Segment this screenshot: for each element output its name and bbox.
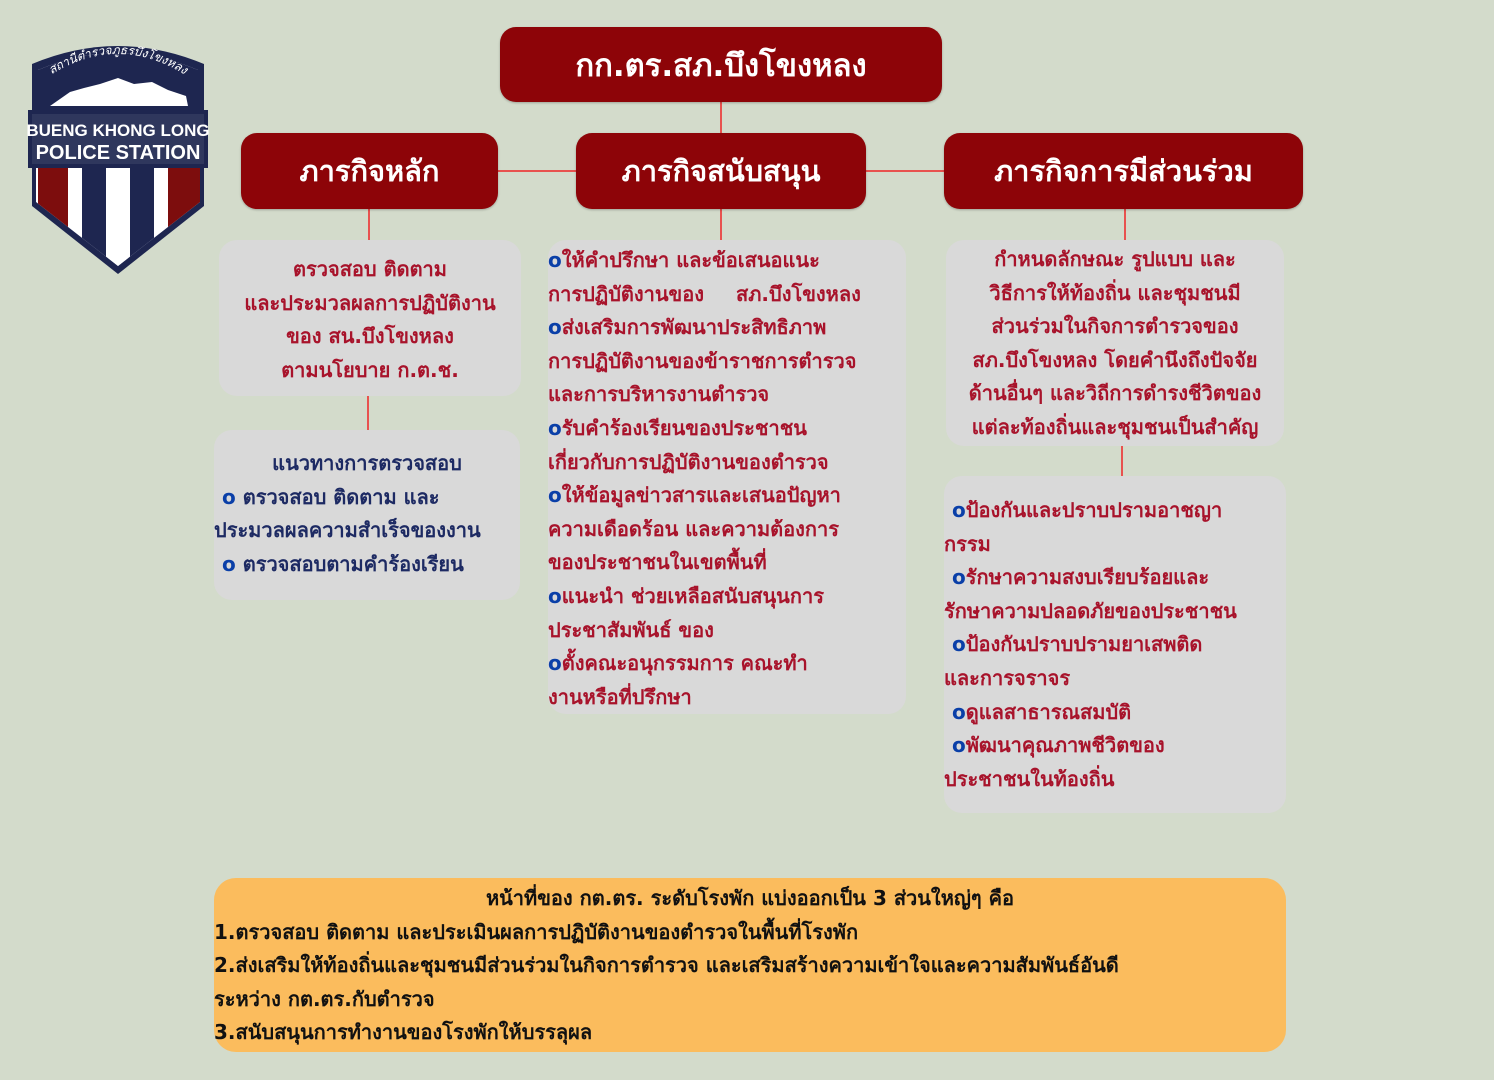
branch-participation-mission <box>944 133 1303 209</box>
connector-participation-to-box1 <box>1124 209 1126 240</box>
support-item-cont: ประชาสัมพันธ์ ของ <box>548 617 714 642</box>
bullet-icon: o <box>952 699 966 724</box>
logo-line1: BUENG KHONG LONG <box>26 121 210 140</box>
participation-activities-box <box>944 476 1286 813</box>
inspection-guidelines-item <box>214 548 520 582</box>
bullet-icon: o <box>548 583 562 608</box>
logo-line2: POLICE STATION <box>35 142 201 164</box>
bullet-icon: o <box>548 315 562 340</box>
item-text: รักษาความสงบเรียบร้อยและ <box>965 565 1210 590</box>
connector-main-box1-to-box2 <box>367 396 369 430</box>
main-mission-box <box>219 240 521 396</box>
item-text: ให้ข้อมูลข่าวสารและเสนอปัญหา <box>561 483 841 508</box>
participation-item-cont: ประชาชนในท้องถิ่น <box>944 766 1115 791</box>
participation-line: สภ.บึงโขงหลง โดยคำนึงถึงปัจจัย <box>972 347 1258 372</box>
item-text: ตรวจสอบ ติดตาม และ <box>242 484 440 509</box>
support-item-cont: การปฏิบัติงานของข้าราชการตำรวจ <box>548 348 857 373</box>
participation-item-cont: รักษาความปลอดภัยของประชาชน <box>944 598 1237 623</box>
title-text: กก.ตร.สภ.บึงโขงหลง <box>575 47 867 84</box>
item-text: พัฒนาคุณภาพชีวิตของ <box>965 733 1165 758</box>
bullet-icon: o <box>952 498 966 522</box>
support-mission-box <box>548 240 906 714</box>
bullet-icon: o <box>548 248 562 272</box>
participation-line: กำหนดลักษณะ รูปแบบ และ <box>994 247 1236 271</box>
connector-main-to-box1 <box>368 209 370 240</box>
item-text: ตรวจสอบตามคำร้องเรียน <box>242 551 464 576</box>
participation-item <box>944 561 1286 595</box>
support-item-cont: และการบริหารงานตำรวจ <box>548 382 770 407</box>
summary-heading: หน้าที่ของ กต.ตร. ระดับโรงพัก แบ่งออกเป็น 3 ส่วนใหญ่ๆ คือ <box>485 886 1015 910</box>
branch-support-mission-label: ภารกิจสนับสนุน <box>621 154 821 188</box>
bullet-icon: o <box>222 551 236 576</box>
participation-mission-box <box>946 240 1284 446</box>
support-item <box>548 311 906 345</box>
bullet-icon: o <box>952 632 966 657</box>
summary-item: 1.ตรวจสอบ ติดตาม และประเมินผลการปฏิบัติงานของตำรวจในพื้นที่โรงพัก <box>214 919 859 944</box>
support-item-cont: งานหรือที่ปรึกษา <box>548 684 692 709</box>
main-mission-line: ตรวจสอบ ติดตาม <box>293 257 447 281</box>
branch-main-mission <box>241 133 498 209</box>
item-text: ให้คำปรึกษา และข้อเสนอแนะ <box>561 248 820 272</box>
connector-left-horizontal <box>498 170 576 172</box>
participation-line: แต่ละท้องถิ่นและชุมชนเป็นสำคัญ <box>971 414 1259 439</box>
support-item-cont: ความเดือดร้อน และความต้องการ <box>548 516 839 541</box>
support-item <box>548 647 906 681</box>
item-text: ตั้งคณะอนุกรรมการ คณะทำ <box>561 651 808 676</box>
summary-item: 3.สนับสนุนการทำงานของโรงพักให้บรรลุผล <box>214 1020 593 1045</box>
support-item-cont <box>548 278 906 312</box>
inspection-guidelines-box <box>214 430 520 600</box>
title-box <box>500 27 942 102</box>
branch-participation-mission-label: ภารกิจการมีส่วนร่วม <box>994 154 1253 188</box>
bullet-icon: o <box>548 415 562 440</box>
item-text: แนะนำ ช่วยเหลือสนับสนุนการ <box>561 583 824 608</box>
support-item <box>548 244 906 278</box>
participation-item <box>944 696 1286 730</box>
participation-item <box>944 729 1286 763</box>
participation-line: ส่วนร่วมในกิจการตำรวจของ <box>991 314 1239 339</box>
bullet-icon: o <box>952 565 966 590</box>
bullet-icon: o <box>222 484 236 509</box>
participation-line: ด้านอื่นๆ และวิถีการดำรงชีวิตของ <box>968 381 1262 406</box>
item-text: สภ.บึงโขงหลง <box>736 281 861 306</box>
item-text: ป้องกันปราบปรามยาเสพติด <box>965 632 1203 657</box>
summary-item: 2.ส่งเสริมให้ท้องถิ่นและชุมชนมีส่วนร่วมในกิจการตำรวจ และเสริมสร้างความเข้าใจและความสัมพันธ์อันดี <box>214 953 1119 978</box>
support-item-cont: เกี่ยวกับการปฏิบัติงานของตำรวจ <box>548 449 829 474</box>
inspection-guidelines-item-cont: ประมวลผลความสำเร็จของงาน <box>214 518 481 543</box>
item-text: ส่งเสริมการพัฒนาประสิทธิภาพ <box>561 315 827 340</box>
item-text: การปฏิบัติงานของ <box>548 281 705 306</box>
item-text: ป้องกันและปราบปรามอาชญา <box>965 498 1223 522</box>
branch-support-mission <box>576 133 866 209</box>
participation-item <box>944 494 1286 528</box>
participation-item <box>944 628 1286 662</box>
participation-item-cont: และการจราจร <box>944 665 1071 690</box>
connector-title-down <box>720 102 722 134</box>
main-mission-line: ตามนโยบาย ก.ต.ช. <box>281 357 459 382</box>
bullet-icon: o <box>952 733 966 758</box>
item-text: ดูแลสาธารณสมบัติ <box>965 699 1132 724</box>
main-mission-line: ของ สน.บึงโขงหลง <box>286 324 454 349</box>
inspection-guidelines-heading: แนวทางการตรวจสอบ <box>272 451 462 475</box>
police-station-logo <box>22 34 214 276</box>
connector-participation-box1-to-box2 <box>1121 446 1123 476</box>
main-mission-line: และประมวลผลการปฏิบัติงาน <box>244 290 496 315</box>
logo-arc-text: สถานีตำรวจภูธรบึงโขงหลง <box>45 42 191 78</box>
participation-item-cont: กรรม <box>944 531 991 556</box>
participation-line: วิธีการให้ท้องถิ่น และชุมชนมี <box>989 280 1241 305</box>
support-item <box>548 580 906 614</box>
bullet-icon: o <box>548 651 562 676</box>
summary-box <box>214 878 1286 1052</box>
support-item-cont: ของประชาชนในเขตพื้นที่ <box>548 550 767 575</box>
support-item <box>548 412 906 446</box>
branch-main-mission-label: ภารกิจหลัก <box>299 154 440 188</box>
item-text: รับคำร้องเรียนของประชาชน <box>561 415 807 440</box>
summary-item-cont: ระหว่าง กต.ตร.กับตำรวจ <box>214 986 435 1011</box>
connector-right-horizontal <box>866 170 944 172</box>
support-item <box>548 479 906 513</box>
bullet-icon: o <box>548 483 562 508</box>
connector-support-to-box <box>720 209 722 240</box>
inspection-guidelines-item <box>214 481 520 515</box>
